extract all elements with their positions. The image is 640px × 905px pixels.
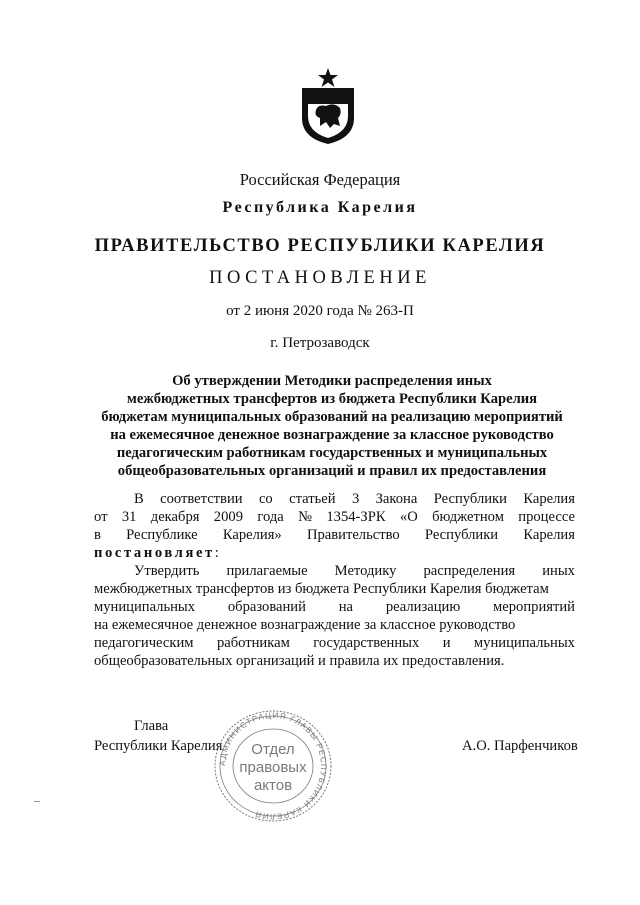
resolves-line: [94, 544, 575, 562]
body-line: межбюджетных трансфертов из бюджета Республики Карелия бюджетам: [94, 581, 549, 597]
title-line: бюджетам муниципальных образований на реализацию мероприятий: [101, 409, 563, 425]
body-line: Утвердить прилагаемые Методику распределения иных: [134, 563, 575, 579]
stamp-text: актов: [253, 777, 293, 794]
title-line: на ежемесячное денежное вознаграждение за классное руководство: [110, 427, 554, 443]
signatory-name: А.О. Парфенчиков: [462, 738, 578, 754]
body-line: от 31 декабря 2009 года № 1354-ЗРК «О бюджетном процессе: [94, 509, 575, 525]
country-name: Российская Федерация: [239, 170, 401, 189]
stamp-ring-text: АДМИНИСТРАЦИЯ ГЛАВЫ РЕСПУБЛИКИ КАРЕЛИЯ: [217, 710, 329, 822]
body-line: общеобразовательных организаций и правила их предоставления.: [94, 653, 505, 669]
document-title: [92, 372, 572, 480]
stamp-text: правовых: [239, 759, 307, 776]
title-line: межбюджетных трансфертов из бюджета Республики Карелия: [126, 391, 538, 407]
title-line: педагогическим работникам государственных и муниципальных: [116, 445, 548, 461]
document-date-number: от 2 июня 2020 года № 263-П: [226, 303, 414, 319]
republic-name: Республика Карелия: [222, 199, 418, 216]
stamp-text: Отдел: [251, 741, 295, 758]
body-line: в Республике Карелия» Правительство Республики Карелия: [94, 527, 575, 543]
body-line: педагогическим работникам государственных и муниципальных: [94, 635, 575, 651]
title-line: общеобразовательных организаций и правил их предоставления: [117, 463, 547, 479]
margin-mark: [34, 801, 40, 803]
document-type: ПОСТАНОВЛЕНИЕ: [209, 268, 431, 288]
signatory-position: Глава: [134, 718, 169, 734]
government-heading: ПРАВИТЕЛЬСТВО РЕСПУБЛИКИ КАРЕЛИЯ: [94, 236, 546, 256]
karelia-coat-of-arms-icon: [296, 66, 360, 146]
resolves-colon: :: [214, 545, 219, 561]
document-city: г. Петрозаводск: [270, 335, 370, 351]
signatory-position: Республики Карелия: [94, 738, 223, 754]
title-line: Об утверждении Методики распределения иных: [172, 373, 492, 389]
department-stamp: [212, 708, 334, 824]
body-line: муниципальных образований на реализацию мероприятий: [94, 599, 575, 615]
body-line: на ежемесячное денежное вознаграждение за классное руководство: [94, 617, 516, 633]
resolves-word: постановляет: [94, 545, 215, 561]
body-line: В соответствии со статьей 3 Закона Республики Карелия: [134, 491, 575, 507]
